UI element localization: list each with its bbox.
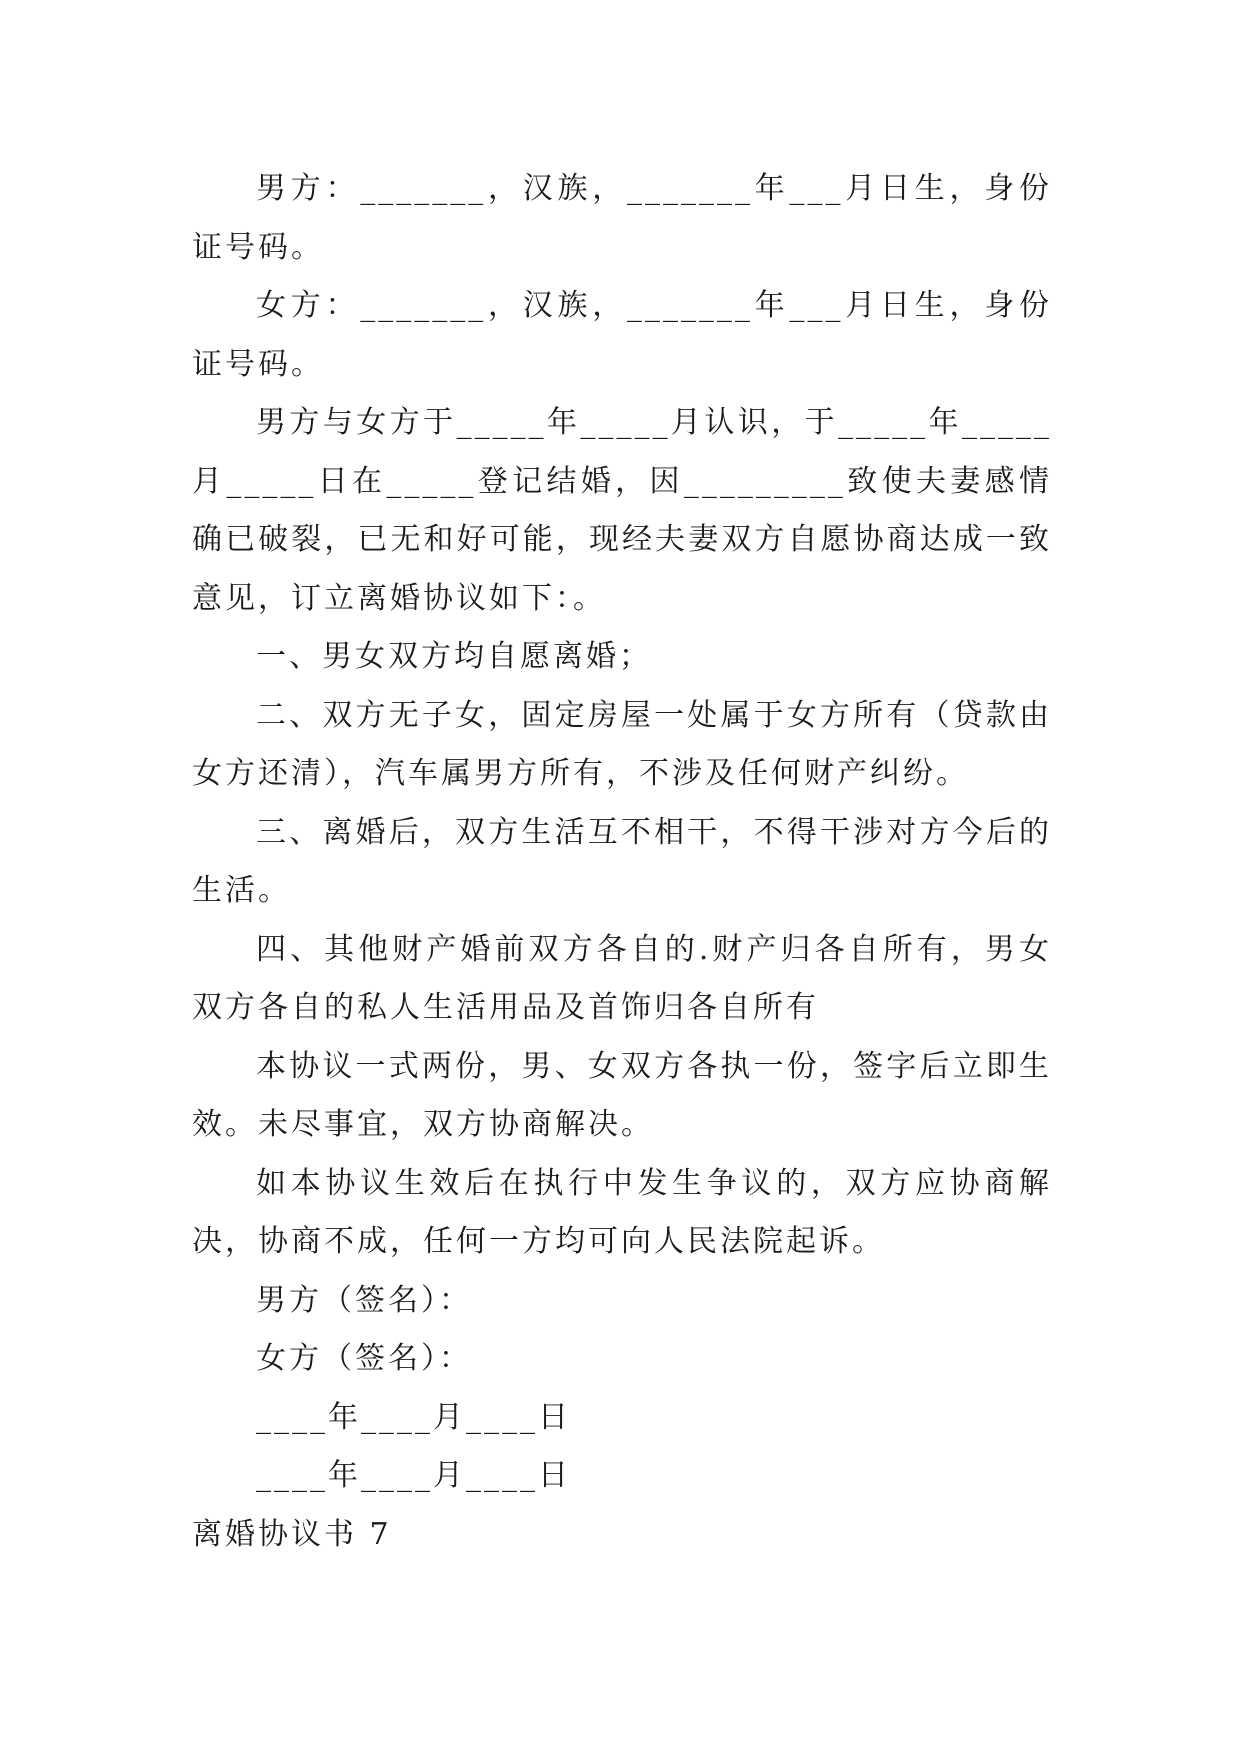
clause-2: 二、双方无子女，固定房屋一处属于女方所有（贷款由女方还清），汽车属男方所有，不涉及任何财产纠纷。 (192, 697, 1052, 791)
document-body (192, 160, 1052, 1564)
paragraph-dispute: 如本协议生效后在执行中发生争议的，双方应协商解决，协商不成，任何一方均可向人民法院起诉。 (192, 1165, 1052, 1259)
clause-1: 一、男女双方均自愿离婚； (256, 639, 652, 674)
signature-female: 女方（签名）： (256, 1341, 472, 1376)
next-document-heading: 离婚协议书 7 (192, 1516, 392, 1552)
paragraph-copies: 本协议一式两份，男、女双方各执一份，签字后立即生效。未尽事宜，双方协商解决。 (192, 1048, 1052, 1142)
date-line-1: ____年____月____日 (256, 1399, 571, 1435)
clause-4: 四、其他财产婚前双方各自的.财产归各自所有，男女双方各自的私人生活用品及首饰归各自所有 (192, 931, 1052, 1025)
clause-3: 三、离婚后，双方生活互不相干，不得干涉对方今后的生活。 (192, 814, 1052, 908)
paragraph-female-party: 女方：_______，汉族，_______年___月日生，身份证号码。 (192, 288, 1052, 382)
paragraph-male-party: 男方：_______，汉族，_______年___月日生，身份证号码。 (192, 171, 1052, 265)
paragraph-marriage-info: 男方与女方于_____年_____月认识，于_____年_____月_____日在_____登记结婚，因_________致使夫妻感情确已破裂，已无和好可能，现经夫妻双方自愿协商达成一致意见，订立离婚协议如下：。 (192, 405, 1052, 616)
date-line-2: ____年____月____日 (256, 1458, 571, 1493)
signature-male: 男方（签名）： (256, 1282, 472, 1318)
